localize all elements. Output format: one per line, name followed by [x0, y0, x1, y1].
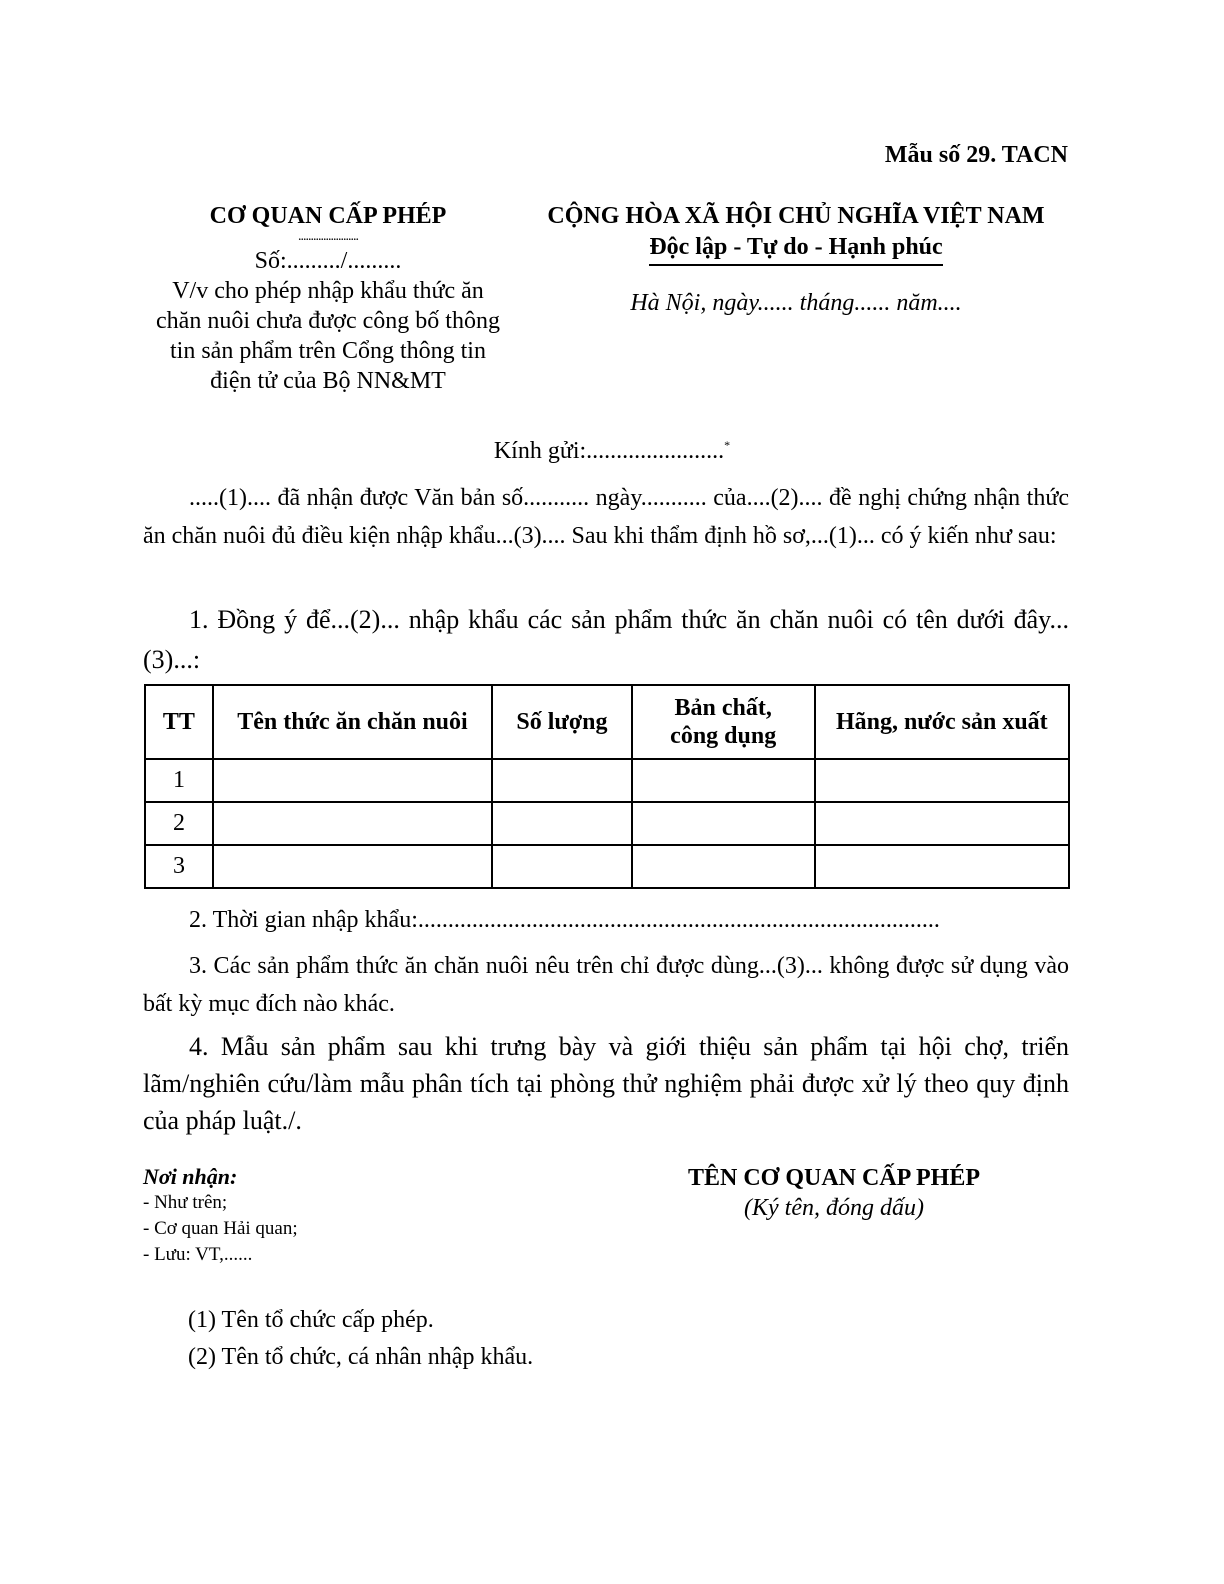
item-2: [143, 902, 1069, 940]
table-cell: 3: [145, 845, 213, 888]
product-table: [144, 684, 1070, 889]
col-header-tt: TT: [145, 685, 213, 759]
table-cell: [815, 802, 1069, 845]
signature-note: (Ký tên, đóng dấu): [744, 1195, 924, 1221]
footnotes: [188, 1302, 533, 1376]
document-number: Số:........./.........: [254, 248, 402, 274]
form-number: Mẫu số 29. TACN: [884, 142, 1068, 168]
table-cell: [492, 759, 632, 802]
item-1-text: 1. Đồng ý để...(2)... nhập khẩu các sản phẩm thức ăn chăn nuôi có tên dưới đây...(3)...:: [143, 605, 1069, 674]
issuing-agency-block: [140, 200, 516, 396]
table-cell: [492, 802, 632, 845]
table-cell: [213, 759, 492, 802]
table-cell: [632, 802, 815, 845]
place-date: Hà Nội, ngày...... tháng...... năm....: [630, 290, 962, 316]
table-cell: [632, 845, 815, 888]
recipient-mark: *: [724, 438, 731, 452]
item-2-text: 2. Thời gian nhập khẩu:.......................................................................................: [189, 907, 940, 933]
recipient-label: Kính gửi:.......................: [493, 438, 725, 464]
table-cell: 1: [145, 759, 213, 802]
item-3-text: 3. Các sản phẩm thức ăn chăn nuôi nêu trên chỉ được dùng...(3)... không được sử dụng vào bất kỳ mục đích nào khác.: [143, 953, 1069, 1017]
col-header-name: Tên thức ăn chăn nuôi: [213, 685, 492, 759]
table-cell: [492, 845, 632, 888]
table-row: [145, 759, 1069, 802]
table-cell: 2: [145, 802, 213, 845]
item-3: [143, 948, 1069, 1023]
national-header-block: [516, 200, 1076, 318]
signature-title: TÊN CƠ QUAN CẤP PHÉP: [687, 1165, 980, 1191]
col-header-quantity: Số lượng: [492, 685, 632, 759]
subject-line-3: tin sản phẩm trên Cổng thông tin: [170, 338, 486, 364]
table-row: [145, 802, 1069, 845]
table-cell: [213, 845, 492, 888]
recipient-item: - Như trên;: [143, 1192, 228, 1213]
recipients-block: [143, 1164, 298, 1268]
recipient-item: - Cơ quan Hải quan;: [143, 1218, 298, 1239]
table-cell: [213, 802, 492, 845]
table-cell: [815, 845, 1069, 888]
item-4-text: 4. Mẫu sản phẩm sau khi trưng bày và giới thiệu sản phẩm tại hội chợ, triển lãm/nghiên cứu/làm mẫu phân tích tại phòng thử nghiệm phải được xử lý theo quy định của pháp luật./.: [143, 1032, 1069, 1135]
recipient-item: - Lưu: VT,......: [143, 1244, 253, 1265]
recipient-line: [0, 438, 1224, 465]
motto: Độc lập - Tự do - Hạnh phúc: [649, 232, 942, 266]
intro-text: .....(1).... đã nhận được Văn bản số........... ngày........... của....(2).... đề nghị chứng nhận thức ăn chăn nuôi đủ điều kiện nhập khẩu...(3).... Sau khi thẩm định hồ sơ,...(1)... có ý kiến như sau:: [143, 485, 1069, 549]
intro-paragraph: [143, 480, 1069, 555]
footnote-1: (1) Tên tổ chức cấp phép.: [188, 1307, 434, 1333]
table-row: [145, 845, 1069, 888]
footnote-2: (2) Tên tổ chức, cá nhân nhập khẩu.: [188, 1344, 534, 1370]
subject-line-4: điện tử của Bộ NN&MT: [210, 368, 446, 394]
col-header-nature: Bản chất, công dụng: [632, 685, 815, 759]
col-header-manufacturer: Hãng, nước sản xuất: [815, 685, 1069, 759]
agency-dots: ........................: [298, 229, 358, 244]
item-4: [143, 1028, 1069, 1139]
recipients-title: Nơi nhận:: [143, 1164, 238, 1189]
subject-line-2: chăn nuôi chưa được công bố thông: [156, 308, 500, 334]
item-1: [143, 600, 1069, 680]
signature-block: [600, 1163, 1068, 1223]
nation-title: CỘNG HÒA XÃ HỘI CHỦ NGHĨA VIỆT NAM: [547, 203, 1045, 229]
agency-name: CƠ QUAN CẤP PHÉP: [209, 203, 447, 229]
table-header-row: [145, 685, 1069, 759]
table-cell: [632, 759, 815, 802]
subject-line-1: V/v cho phép nhập khẩu thức ăn: [172, 278, 484, 304]
table-cell: [815, 759, 1069, 802]
